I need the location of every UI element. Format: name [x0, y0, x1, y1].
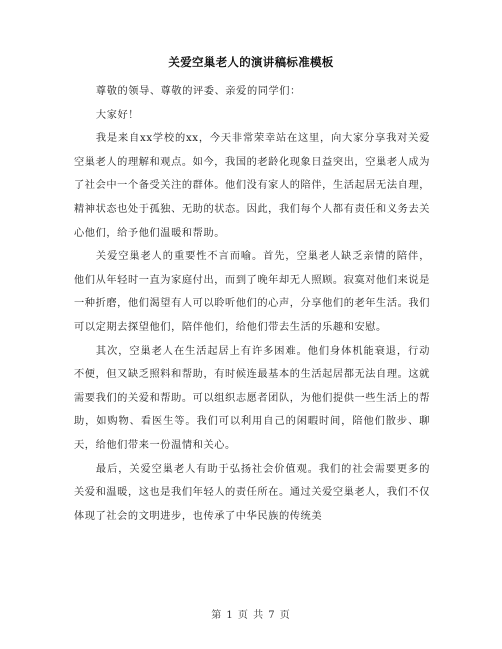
importance-paragraph: 关爱空巢老人的重要性不言而喻。首先，空巢老人缺乏亲情的陪伴，他们从年轻时一直为家庭付出，而到了晚年却无人照顾。寂寞对他们来说是一种折磨，他们渴望有人可以聆听他们的心声，分享他们的老年生活。我们可以定期去探望他们，陪伴他们，给他们带去生活的乐趣和安慰。: [74, 251, 430, 333]
values-paragraph: 最后，关爱空巢老人有助于弘扬社会价值观。我们的社会需要更多的关爱和温暖，这也是我们年轻人的责任所在。通过关爱空巢老人，我们不仅体现了社会的文明进步，也传承了中华民族的传统美: [74, 463, 430, 522]
page-footer: 第 1 页 共 7 页: [211, 610, 291, 621]
document-body: [74, 80, 430, 528]
intro-paragraph: 我是来自xx学校的xx，今天非常荣幸站在这里，向大家分享我对关爱空巢老人的理解和观点。如今，我国的老龄化现象日益突出，空巢老人成为了社会中一个备受关注的群体。他们没有家人的陪伴，生活起居无法自理，精神状态也处于孤独、无助的状态。因此，我们每个人都有责任和义务去关心他们，给予他们温暖和帮助。: [74, 133, 430, 239]
greeting-paragraph: 大家好！: [95, 109, 140, 121]
salutation-paragraph: 尊敬的领导、尊敬的评委、亲爱的同学们：: [95, 86, 301, 97]
difficulties-paragraph: 其次，空巢老人在生活起居上有许多困难。他们身体机能衰退，行动不便，但又缺乏照料和帮助，有时候连最基本的生活起居都无法自理。这就需要我们的关爱和帮助。可以组织志愿者团队，为他们提供一些生活上的帮助，如购物、看医生等。我们可以利用自己的闲暇时间，陪他们散步、聊天，给他们带来一份温情和关心。: [74, 345, 430, 451]
document-title: 关爱空巢老人的演讲稿标准模板: [168, 55, 334, 69]
